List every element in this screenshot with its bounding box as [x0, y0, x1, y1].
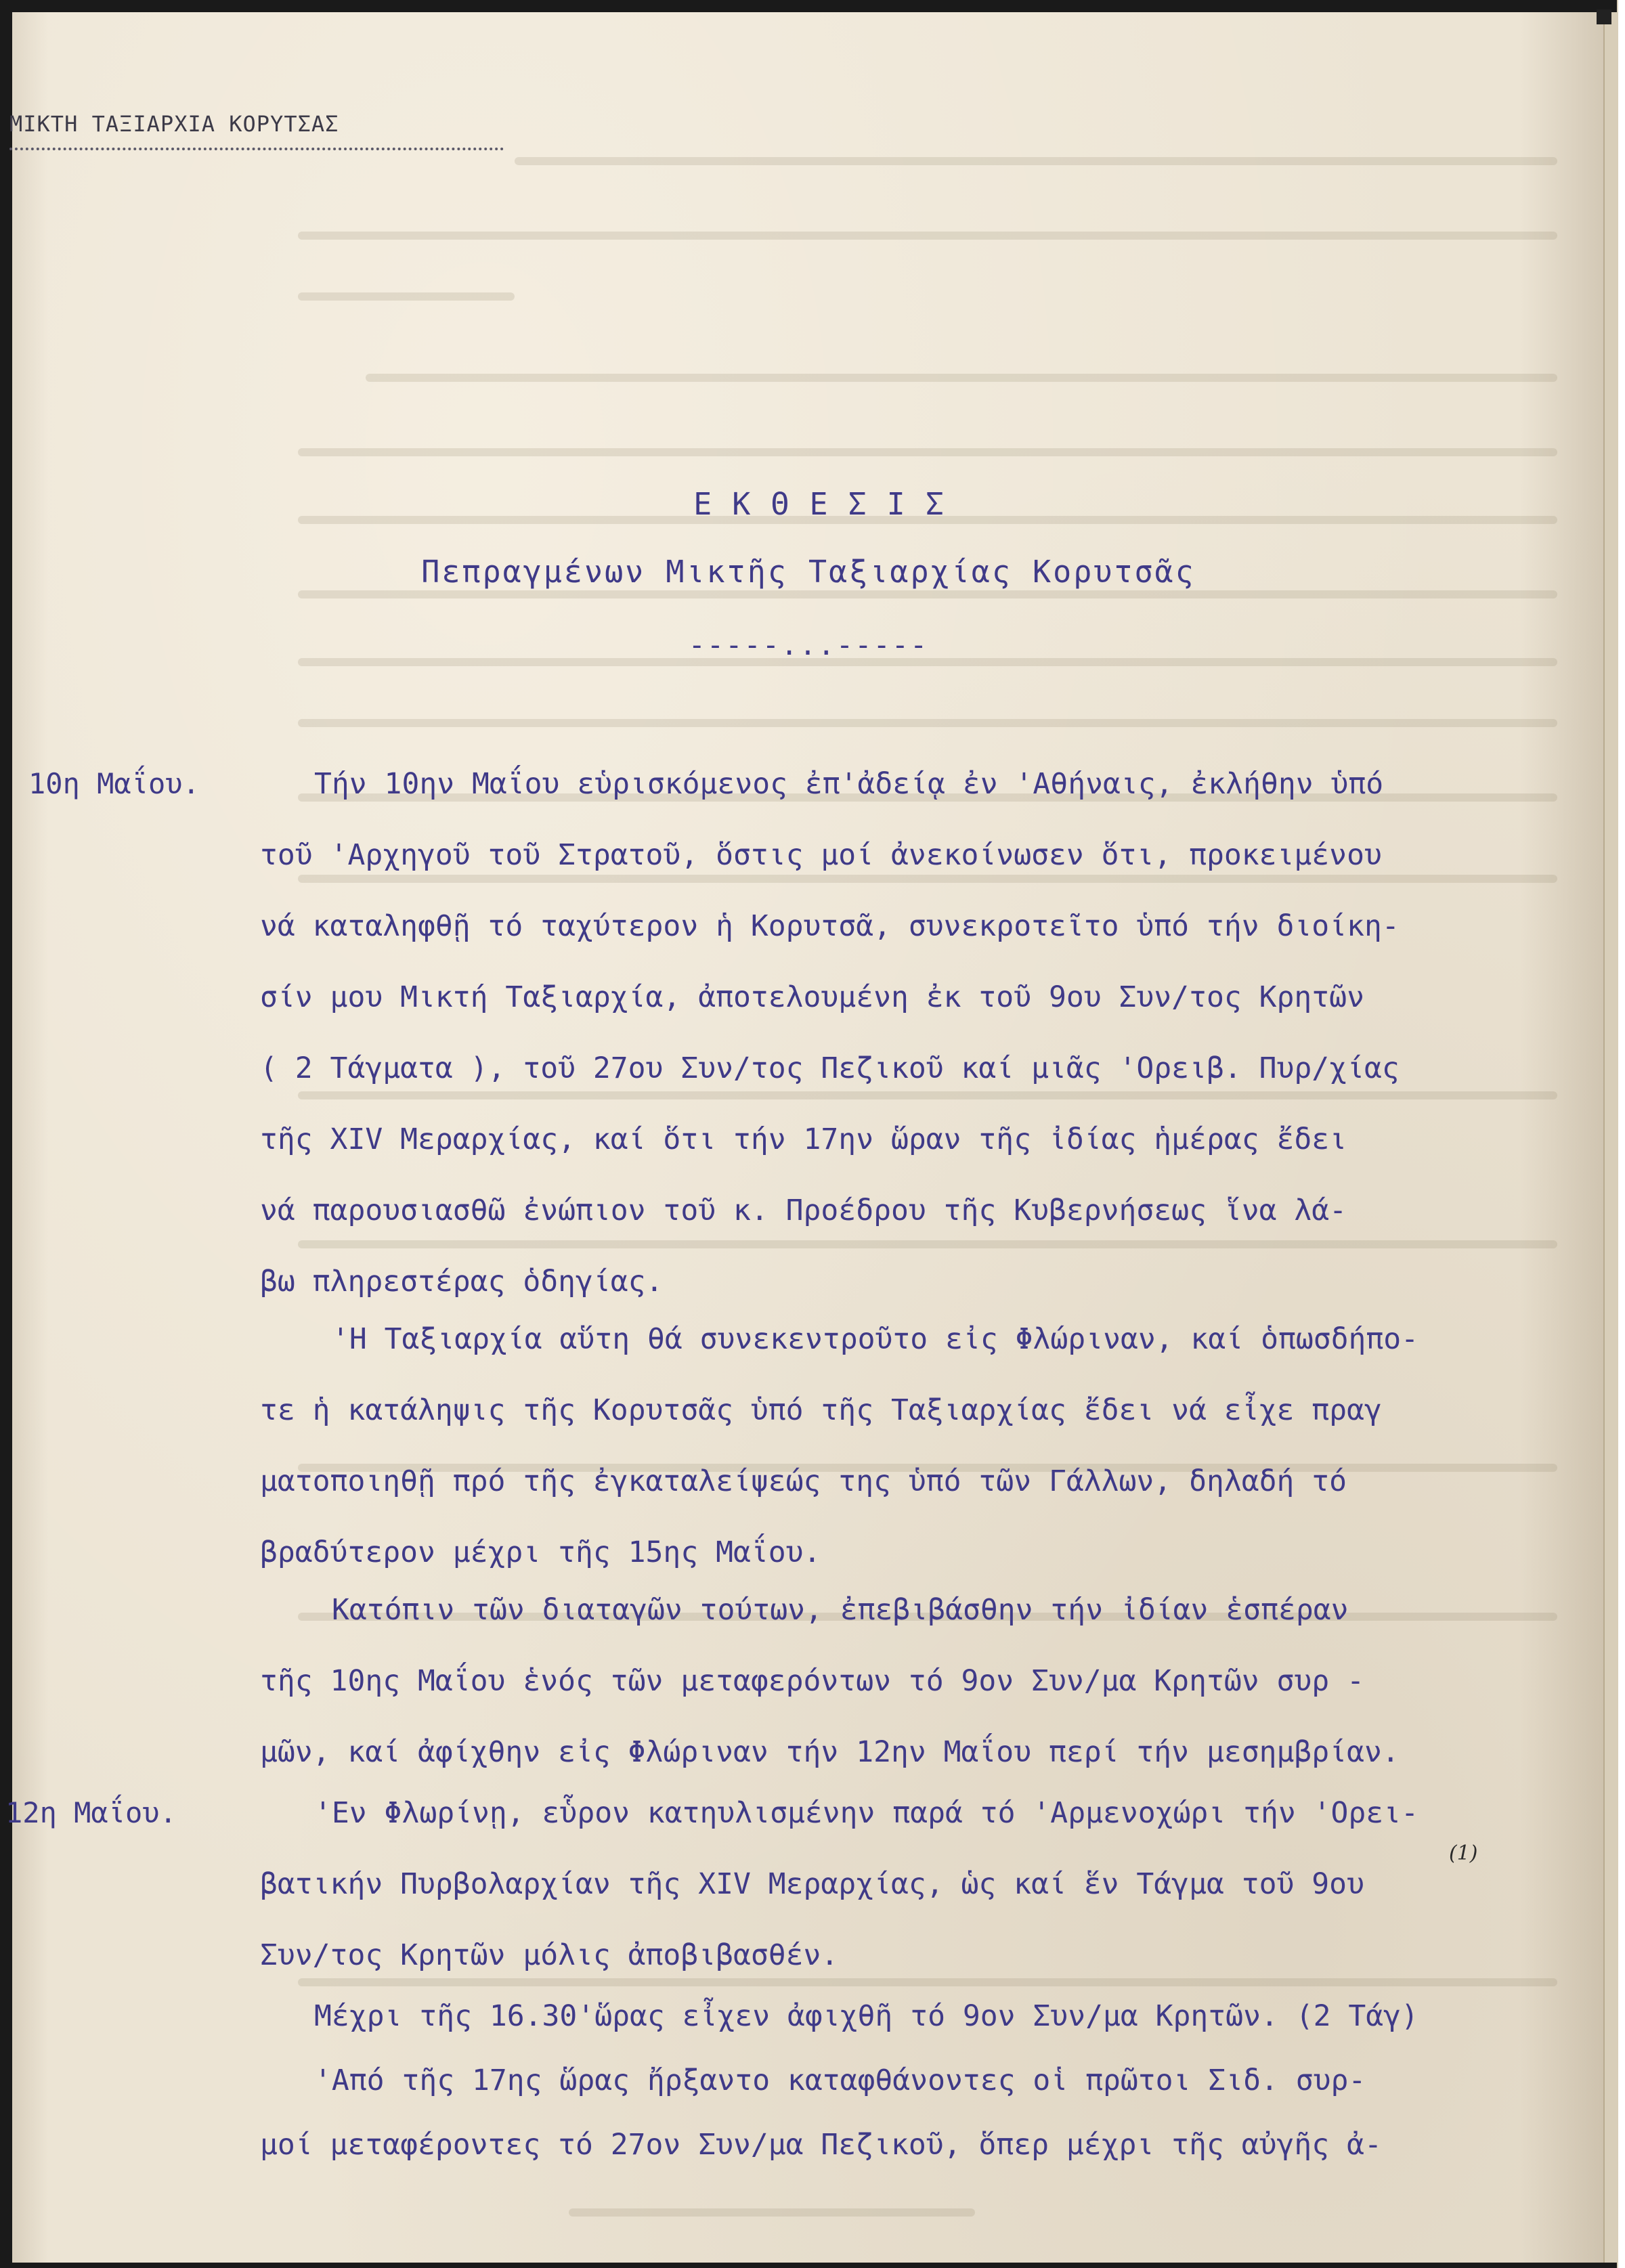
text-line: σίν μου Μικτή Ταξιαρχία, ἀποτελουμένη ἐκ τοῦ 9ου Συν/τος Κρητῶν [260, 980, 1364, 1014]
handwritten-annotation: (1) [1449, 1841, 1478, 1865]
text-line: Κατόπιν τῶν διαταγῶν τούτων, ἐπεβιβάσθην τήν ἰδίαν ἑσπέραν [332, 1593, 1349, 1627]
text-line: μοί μεταφέροντες τό 27ον Συν/μα Πεζικοῦ, ὅπερ μέχρι τῆς αὐγῆς ἀ- [260, 2128, 1382, 2162]
page-edge [1603, 0, 1618, 2268]
scan-border-top [0, 0, 1617, 12]
scan-border-bottom [0, 2263, 1617, 2268]
margin-date: 10η Μαΐου. [28, 767, 200, 800]
header-underline [9, 148, 504, 150]
unit-header: ΜΙΚΤΗ ΤΑΞΙΑΡΧΙΑ ΚΟΡΥΤΣΑΣ [9, 111, 339, 137]
text-line: τῆς XIV Μεραρχίας, καί ὅτι τήν 17ην ὥραν τῆς ἰδίας ἡμέρας ἔδει [260, 1122, 1347, 1156]
margin-date: 12η Μαΐου. [5, 1796, 177, 1829]
text-line: βω πληρεστέρας ὁδηγίας. [260, 1265, 664, 1299]
text-line: νά καταληφθῇ τό ταχύτερον ἡ Κορυτσᾶ, συνεκροτεῖτο ὑπό τήν διοίκη- [260, 909, 1400, 943]
text-line: βραδύτερον μέχρι τῆς 15ης Μαΐου. [260, 1535, 821, 1569]
title-separator: -----...----- [688, 628, 929, 661]
text-line: νά παρουσιασθῶ ἐνώπιον τοῦ κ. Προέδρου τῆς Κυβερνήσεως ἵνα λά- [260, 1194, 1347, 1227]
text-line: ματοποιηθῇ πρό τῆς ἐγκαταλείψεώς της ὑπό τῶν Γάλλων, δηλαδή τό [260, 1464, 1347, 1498]
text-line: βατικήν Πυρβολαρχίαν τῆς XIV Μεραρχίας, ὡς καί ἕν Τάγμα τοῦ 9ου [260, 1867, 1364, 1901]
text-line: Μέχρι τῆς 16.30'ὥρας εἶχεν ἀφιχθῆ τό 9ον Συν/μα Κρητῶν. (2 Τάγ) [314, 1999, 1418, 2033]
text-line: τῆς 10ης Μαΐου ἑνός τῶν μεταφερόντων τό 9ον Συν/μα Κρητῶν συρ - [260, 1664, 1364, 1698]
report-subtitle: Πεπραγμένων Μικτῆς Ταξιαρχίας Κορυτσᾶς [421, 554, 1196, 590]
text-line: μῶν, καί ἀφίχθην εἰς Φλώριναν τήν 12ην Μαΐου περί τήν μεσημβρίαν. [260, 1735, 1400, 1769]
text-line: 'Η Ταξιαρχία αὕτη θά συνεκεντροῦτο εἰς Φλώριναν, καί ὁπωσδήπο- [332, 1322, 1419, 1356]
text-line: Συν/τος Κρητῶν μόλις ἀποβιβασθέν. [260, 1938, 839, 1972]
scan-border-left [0, 0, 12, 2268]
text-line: 'Εν Φλωρίνῃ, εὗρον κατηυλισμένην παρά τό 'Αρμενοχώρι τήν 'Ορει- [314, 1796, 1418, 1830]
text-line: 'Από τῆς 17ης ὥρας ἤρξαντο καταφθάνοντες οἱ πρῶτοι Σιδ. συρ- [314, 2064, 1366, 2097]
text-line: Τήν 10ην Μαΐου εὑρισκόμενος ἐπ'ἀδείᾳ ἐν 'Αθήναις, ἐκλήθην ὑπό [314, 767, 1384, 801]
text-line: ( 2 Τάγματα ), τοῦ 27ου Συν/τος Πεζικοῦ καί μιᾶς 'Ορειβ. Πυρ/χίας [260, 1051, 1400, 1085]
report-title: ΕΚΘΕΣΙΣ [693, 486, 964, 522]
scan-corner-mark [1597, 9, 1611, 24]
text-line: τοῦ 'Αρχηγοῦ τοῦ Στρατοῦ, ὅστις μοί ἀνεκοίνωσεν ὅτι, προκειμένου [260, 838, 1382, 872]
text-line: τε ἡ κατάληψις τῆς Κορυτσᾶς ὑπό τῆς Ταξιαρχίας ἔδει νά εἶχε πραγ [260, 1393, 1382, 1427]
